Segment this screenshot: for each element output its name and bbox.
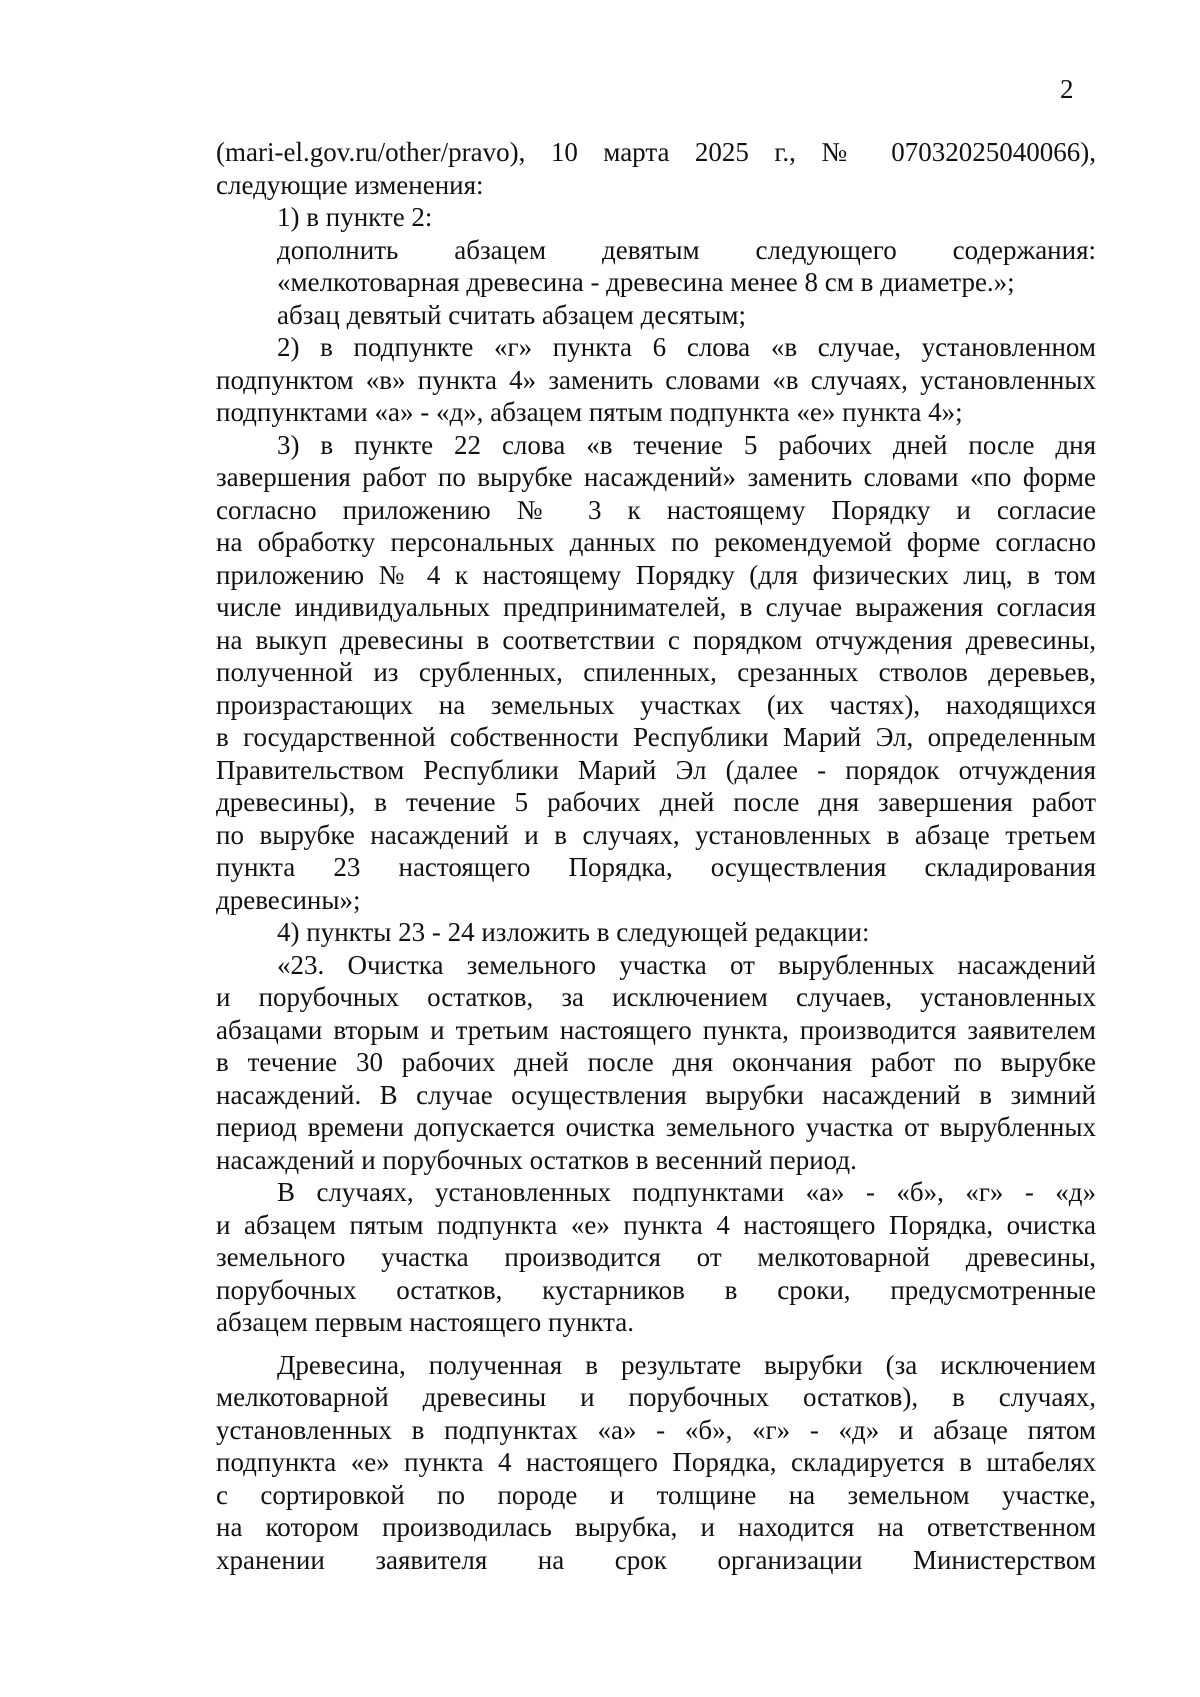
page-number: 2 (1060, 74, 1074, 104)
text-line: на выкуп древесины в соответствии с порядком отчуждения древесины, (216, 624, 1096, 655)
text-line: приложению № 4 к настоящему Порядку (для физических лиц, в том (216, 559, 1096, 590)
text-line: период времени допускается очистка земельного участка от вырубленных (216, 1112, 1096, 1142)
text-line: числе индивидуальных предпринимателей, в случае выражения согласия (216, 592, 1096, 622)
text-line: В случаях, установленных подпунктами «а» - «б», «г» - «д» (277, 1177, 1096, 1207)
text-line: подпунктами «а» - «д», абзацем пятым подпункта «е» пункта 4»; (216, 397, 963, 427)
text-line: 1) в пункте 2: (277, 202, 433, 232)
text-line: в течение 30 рабочих дней после дня окончания работ по вырубке (216, 1047, 1096, 1077)
text-line: насаждений. В случае осуществления вырубки насаждений в зимний (216, 1079, 1096, 1110)
text-line: абзац девятый считать абзацем десятым; (277, 299, 746, 330)
text-line: «23. Очистка земельного участка от вырубленных насаждений (277, 949, 1096, 980)
text-line: «мелкотоварная древесина - древесина менее 8 см в диаметре.»; (277, 267, 1015, 297)
text-line: пункта 23 настоящего Порядка, осуществления складирования (216, 852, 1096, 882)
text-line: мелкотоварной древесины и порубочных остатков), в случаях, (216, 1382, 1096, 1412)
text-line: произрастающих на земельных участках (их частях), находящихся (216, 689, 1096, 720)
text-line: Правительством Республики Марий Эл (далее - порядок отчуждения (216, 754, 1096, 785)
text-line: следующие изменения: (216, 169, 484, 200)
text-line: хранении заявителя на срок организации Министерством (216, 1544, 1096, 1575)
text-line: Древесина, полученная в результате вырубки (за исключением (277, 1349, 1096, 1380)
text-line: порубочных остатков, кустарников в сроки, предусмотренные (216, 1274, 1096, 1305)
text-line: подпункта «е» пункта 4 настоящего Порядка, складируется в штабелях (216, 1447, 1096, 1477)
text-line: завершения работ по вырубке насаждений» заменить словами «по форме (216, 462, 1096, 492)
text-line: абзацем первым настоящего пункта. (216, 1307, 635, 1337)
text-line: 4) пункты 23 - 24 изложить в следующей редакции: (277, 917, 870, 947)
text-line: насаждений и порубочных остатков в весенний период. (216, 1144, 857, 1175)
text-line: по вырубке насаждений и в случаях, установленных в абзаце третьем (216, 819, 1096, 850)
text-line: полученной из срубленных, спиленных, срезанных стволов деревьев, (216, 657, 1096, 687)
text-line: и абзацем пятым подпункта «е» пункта 4 настоящего Порядка, очистка (216, 1209, 1096, 1240)
text-line: согласно приложению № 3 к настоящему Порядку и согласие (216, 494, 1096, 525)
text-line: на обработку персональных данных по рекомендуемой форме согласно (216, 527, 1096, 557)
text-line: подпунктом «в» пункта 4» заменить словами «в случаях, установленных (216, 364, 1096, 395)
text-line: древесины), в течение 5 рабочих дней после дня завершения работ (216, 787, 1096, 817)
text-line: на котором производилась вырубка, и находится на ответственном (216, 1512, 1096, 1542)
text-line: древесины»; (216, 884, 361, 915)
text-line: и порубочных остатков, за исключением случаев, установленных (216, 982, 1096, 1012)
text-line: земельного участка производится от мелкотоварной древесины, (216, 1242, 1096, 1272)
text-line: 2) в подпункте «г» пункта 6 слова «в случае, установленном (277, 332, 1096, 362)
text-line: 3) в пункте 22 слова «в течение 5 рабочих дней после дня (277, 429, 1096, 460)
paragraph-gap (216, 1339, 1096, 1349)
document-body (216, 136, 1096, 1576)
text-line: в государственной собственности Республики Марий Эл, определенным (216, 722, 1096, 752)
text-line: (mari-el.gov.ru/other/pravo), 10 марта 2025 г., № 07032025040066), (216, 137, 1096, 167)
text-line: с сортировкой по породе и толщине на земельном участке, (216, 1479, 1096, 1510)
text-line: дополнить абзацем девятым следующего содержания: (277, 234, 1096, 265)
text-line: абзацами вторым и третьим настоящего пункта, производится заявителем (216, 1014, 1096, 1045)
text-line: установленных в подпунктах «а» - «б», «г» - «д» и абзаце пятом (216, 1414, 1096, 1445)
